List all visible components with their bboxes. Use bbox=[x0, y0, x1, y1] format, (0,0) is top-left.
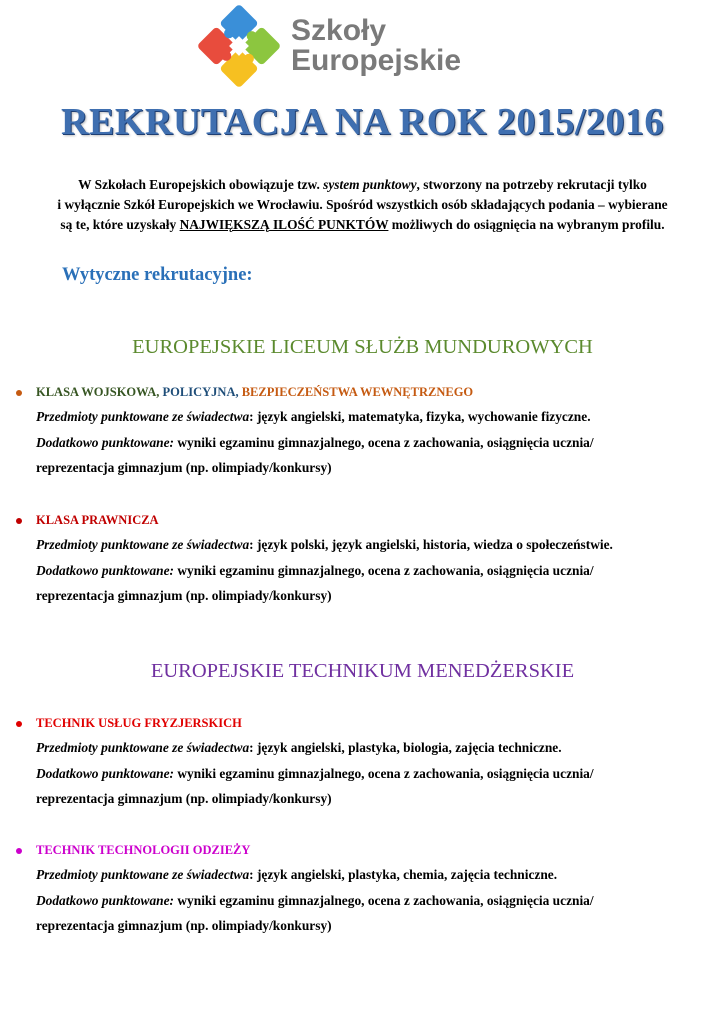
class-name bbox=[36, 513, 159, 528]
intro-text: W Szkołach Europejskich obowiązuje tzw. bbox=[78, 177, 324, 192]
intro-line-1 bbox=[10, 175, 715, 195]
intro-text: , stworzony na potrzeby rekrutacji tylko bbox=[416, 177, 647, 192]
subjects-list: : język polski, język angielski, historia, wiedza o społeczeństwie. bbox=[249, 537, 613, 552]
class-name-part: BEZPIECZEŃSTWA WEWNĘTRZNEGO bbox=[241, 385, 474, 399]
extra-label: Dodatkowo punktowane: bbox=[36, 766, 175, 781]
intro-line-2: i wyłącznie Szkół Europejskich we Wrocławiu. Spośród wszystkich osób składających podania – wybierane bbox=[57, 197, 668, 212]
intro-text: są te, które uzyskały bbox=[60, 217, 180, 232]
class-name-part: TECHNIK USŁUG FRYZJERSKICH bbox=[36, 716, 242, 730]
intro-line-3 bbox=[10, 215, 715, 235]
subjects-label: Przedmioty punktowane ze świadectwa bbox=[36, 740, 250, 755]
subjects-list: : język angielski, plastyka, chemia, zajęcia techniczne. bbox=[249, 867, 558, 882]
extra-label: Dodatkowo punktowane: bbox=[36, 893, 175, 908]
subjects-list: : język angielski, matematyka, fizyka, wychowanie fizyczne. bbox=[249, 409, 591, 424]
guidelines-heading: Wytyczne rekrutacyjne: bbox=[62, 265, 253, 285]
subjects-label: Przedmioty punktowane ze świadectwa bbox=[36, 409, 250, 424]
intro-text: możliwych do osiągnięcia na wybranym profilu. bbox=[388, 217, 665, 232]
subjects-row bbox=[36, 740, 562, 756]
extra-row bbox=[36, 893, 594, 909]
subjects-row bbox=[36, 867, 557, 883]
extra-list: wyniki egzaminu gimnazjalnego, ocena z zachowania, osiągnięcia ucznia/ bbox=[174, 893, 594, 908]
extra-row-2: reprezentacja gimnazjum (np. olimpiady/konkursy) bbox=[36, 918, 332, 933]
subjects-label: Przedmioty punktowane ze świadectwa bbox=[36, 537, 250, 552]
logo-line-2: Europejskie bbox=[291, 44, 462, 77]
extra-label: Dodatkowo punktowane: bbox=[36, 435, 175, 450]
intro-underlined: NAJWIĘKSZĄ ILOŚĆ PUNKTÓW bbox=[179, 217, 389, 232]
logo-text bbox=[291, 16, 461, 76]
subjects-list: : język angielski, plastyka, biologia, zajęcia techniczne. bbox=[249, 740, 562, 755]
bullet-icon bbox=[16, 518, 22, 524]
bullet-icon bbox=[16, 848, 22, 854]
class-name bbox=[36, 843, 250, 858]
extra-row bbox=[36, 435, 594, 451]
class-name-part: POLICYJNA, bbox=[162, 385, 242, 399]
puzzle-logo-icon bbox=[195, 2, 283, 90]
subjects-label: Przedmioty punktowane ze świadectwa bbox=[36, 867, 250, 882]
school-title-liceum: EUROPEJSKIE LICEUM SŁUŻB MUNDUROWYCH bbox=[132, 336, 593, 358]
bullet-icon bbox=[16, 390, 22, 396]
intro-paragraph bbox=[10, 175, 715, 235]
extra-row-2: reprezentacja gimnazjum (np. olimpiady/konkursy) bbox=[36, 791, 332, 806]
intro-emphasis: system punktowy bbox=[323, 177, 417, 192]
bullet-icon bbox=[16, 721, 22, 727]
extra-label: Dodatkowo punktowane: bbox=[36, 563, 175, 578]
class-name-part: TECHNIK TECHNOLOGII ODZIEŻY bbox=[36, 843, 251, 857]
extra-row bbox=[36, 563, 594, 579]
page-title: REKRUTACJA NA ROK 2015/2016 bbox=[61, 101, 664, 143]
class-name bbox=[36, 385, 473, 400]
extra-list: wyniki egzaminu gimnazjalnego, ocena z zachowania, osiągnięcia ucznia/ bbox=[174, 435, 594, 450]
logo bbox=[195, 2, 470, 90]
class-name bbox=[36, 716, 242, 731]
extra-row-2: reprezentacja gimnazjum (np. olimpiady/konkursy) bbox=[36, 460, 332, 475]
extra-row-2: reprezentacja gimnazjum (np. olimpiady/konkursy) bbox=[36, 588, 332, 603]
logo-line-1: Szkoły bbox=[291, 14, 387, 47]
subjects-row bbox=[36, 409, 591, 425]
subjects-row bbox=[36, 537, 613, 553]
extra-list: wyniki egzaminu gimnazjalnego, ocena z zachowania, osiągnięcia ucznia/ bbox=[174, 766, 594, 781]
school-title-technikum: EUROPEJSKIE TECHNIKUM MENEDŻERSKIE bbox=[150, 660, 575, 682]
class-name-part: KLASA WOJSKOWA, bbox=[36, 385, 163, 399]
extra-row bbox=[36, 766, 594, 782]
extra-list: wyniki egzaminu gimnazjalnego, ocena z zachowania, osiągnięcia ucznia/ bbox=[174, 563, 594, 578]
class-name-part: KLASA PRAWNICZA bbox=[36, 513, 159, 527]
